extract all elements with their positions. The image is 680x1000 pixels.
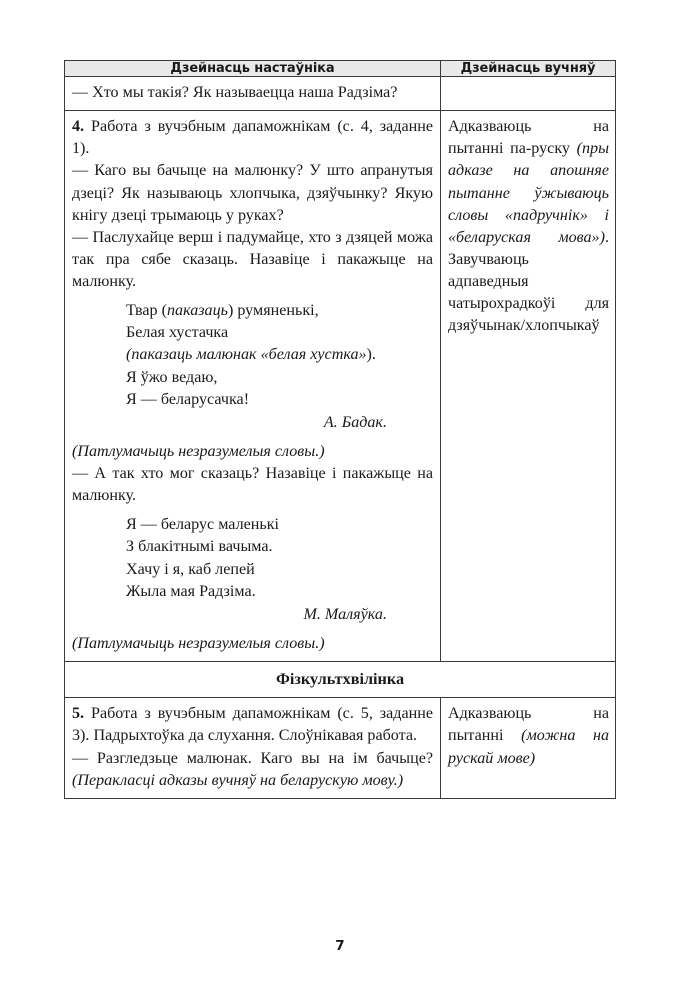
- paragraph-task-4: [72, 116, 433, 160]
- cell-teacher-activity-3: [65, 698, 441, 799]
- cell-content: [441, 698, 615, 775]
- cell-content: [65, 77, 440, 110]
- physical-break-label: Фізкультхвілінка: [275, 670, 405, 688]
- table-row: [65, 698, 616, 799]
- cell-teacher-activity-1: [65, 77, 441, 111]
- table-row: [65, 111, 616, 662]
- cell-content: [441, 111, 615, 343]
- paragraph-question-homeland: — Хто мы такія? Як называецца наша Радзіма?: [72, 84, 398, 101]
- table-header-row: [65, 61, 616, 77]
- note-italic: (Патлумачыць незразумелыя словы.): [72, 634, 325, 652]
- cell-pupil-activity-3: [441, 698, 616, 799]
- paragraph-picture-questions: — Каго вы бачыце на малюнку? У што апранутыя дзеці? Як называюць хлопчыка, дзяўчынку? Якую кнігу дзеці трымаюць у руках?: [72, 162, 433, 224]
- item-number-4: 4.: [72, 118, 85, 136]
- cell-content: [65, 698, 440, 798]
- poem-line: Белая хустачка: [126, 324, 229, 342]
- paragraph-poem-intro: — Паслухайце верш і падумайце, хто з дзяцей можа так пра сябе сказаць. Назавіце і пакажыце на малюнку.: [72, 228, 433, 290]
- table-row: [65, 77, 616, 111]
- paragraph-look-at-picture: [72, 748, 433, 792]
- note-italic: (Патлумачыць незразумелыя словы.): [72, 442, 325, 460]
- poem-attribution: М. Маляўка.: [303, 605, 387, 623]
- question-italic: (Перакласці адказы вучняў на беларускую мову.): [72, 771, 404, 789]
- poem-maliauka: [72, 514, 433, 626]
- poem-line: Хачу і я, каб лепей: [126, 560, 255, 578]
- poem-line: З блакітнымі вачыма.: [126, 538, 273, 556]
- cell-pupil-activity-2: [441, 111, 616, 662]
- page-number: 7: [335, 938, 345, 954]
- note-explain-words-2: [72, 633, 433, 655]
- pupil-text-italic: (можна на рускай мове): [448, 727, 609, 767]
- cell-pupil-activity-1: [441, 77, 616, 111]
- pupil-text-plain-2: . Завучваюць адпаведныя чатырохрадкоўі для дзяўчынак/хлопчыкаў: [448, 228, 609, 335]
- cell-content: [65, 111, 440, 661]
- column-header-teacher-activity: Дзейнасць настаўніка: [65, 61, 441, 77]
- poem-badak: [72, 300, 433, 434]
- pupil-response-2: [448, 116, 609, 337]
- item-number-5: 5.: [72, 705, 85, 723]
- lesson-plan-table: [64, 60, 616, 799]
- cell-teacher-activity-2: [65, 111, 441, 662]
- column-header-pupil-activity: Дзейнасць вучняў: [441, 61, 616, 77]
- pupil-text-italic: (пры адказе на апошняе пытанне ўжываюць словы «падручнік» і «беларуская мова»): [448, 140, 609, 246]
- question-plain: — Разгледзьце малюнак. Каго вы на ім бачыце?: [72, 749, 433, 767]
- stage-direction: паказаць: [167, 302, 228, 320]
- stage-direction: (паказаць малюнак «белая хустка»: [126, 346, 367, 364]
- task-4-text: Работа з вучэбным дапаможнікам (с. 4, заданне 1).: [72, 118, 433, 158]
- poem-line: Я — беларус маленькі: [126, 516, 279, 534]
- note-explain-words-1: [72, 441, 433, 463]
- paragraph-task-5: [72, 703, 433, 747]
- poem-line: Я ўжо ведаю,: [126, 368, 218, 386]
- task-5-text: Работа з вучэбным дапаможнікам (с. 5, заданне 3). Падрыхтоўка да слухання. Слоўнікавая работа.: [72, 705, 433, 745]
- poem-attribution: А. Бадак.: [323, 413, 387, 431]
- poem-line: Я — беларусачка!: [126, 390, 250, 408]
- poem-line: Жыла мая Радзіма.: [126, 582, 256, 600]
- pupil-text-plain: Адказваюць на пытанні: [448, 705, 609, 745]
- poem-line: Твар (паказаць) румяненькі,: [126, 302, 319, 320]
- cell-content-empty: [441, 77, 615, 88]
- cell-physical-activity-break: [65, 662, 616, 698]
- paragraph-who-else-said: — А так хто мог сказаць? Назавіце і пакажыце на малюнку.: [72, 465, 433, 505]
- poem-line: (паказаць малюнак «белая хустка»).: [126, 346, 376, 364]
- table-row-break: [65, 662, 616, 698]
- pupil-text-plain: Адказваюць на пытанні па-руску: [448, 118, 609, 158]
- pupil-response-3: [448, 703, 609, 769]
